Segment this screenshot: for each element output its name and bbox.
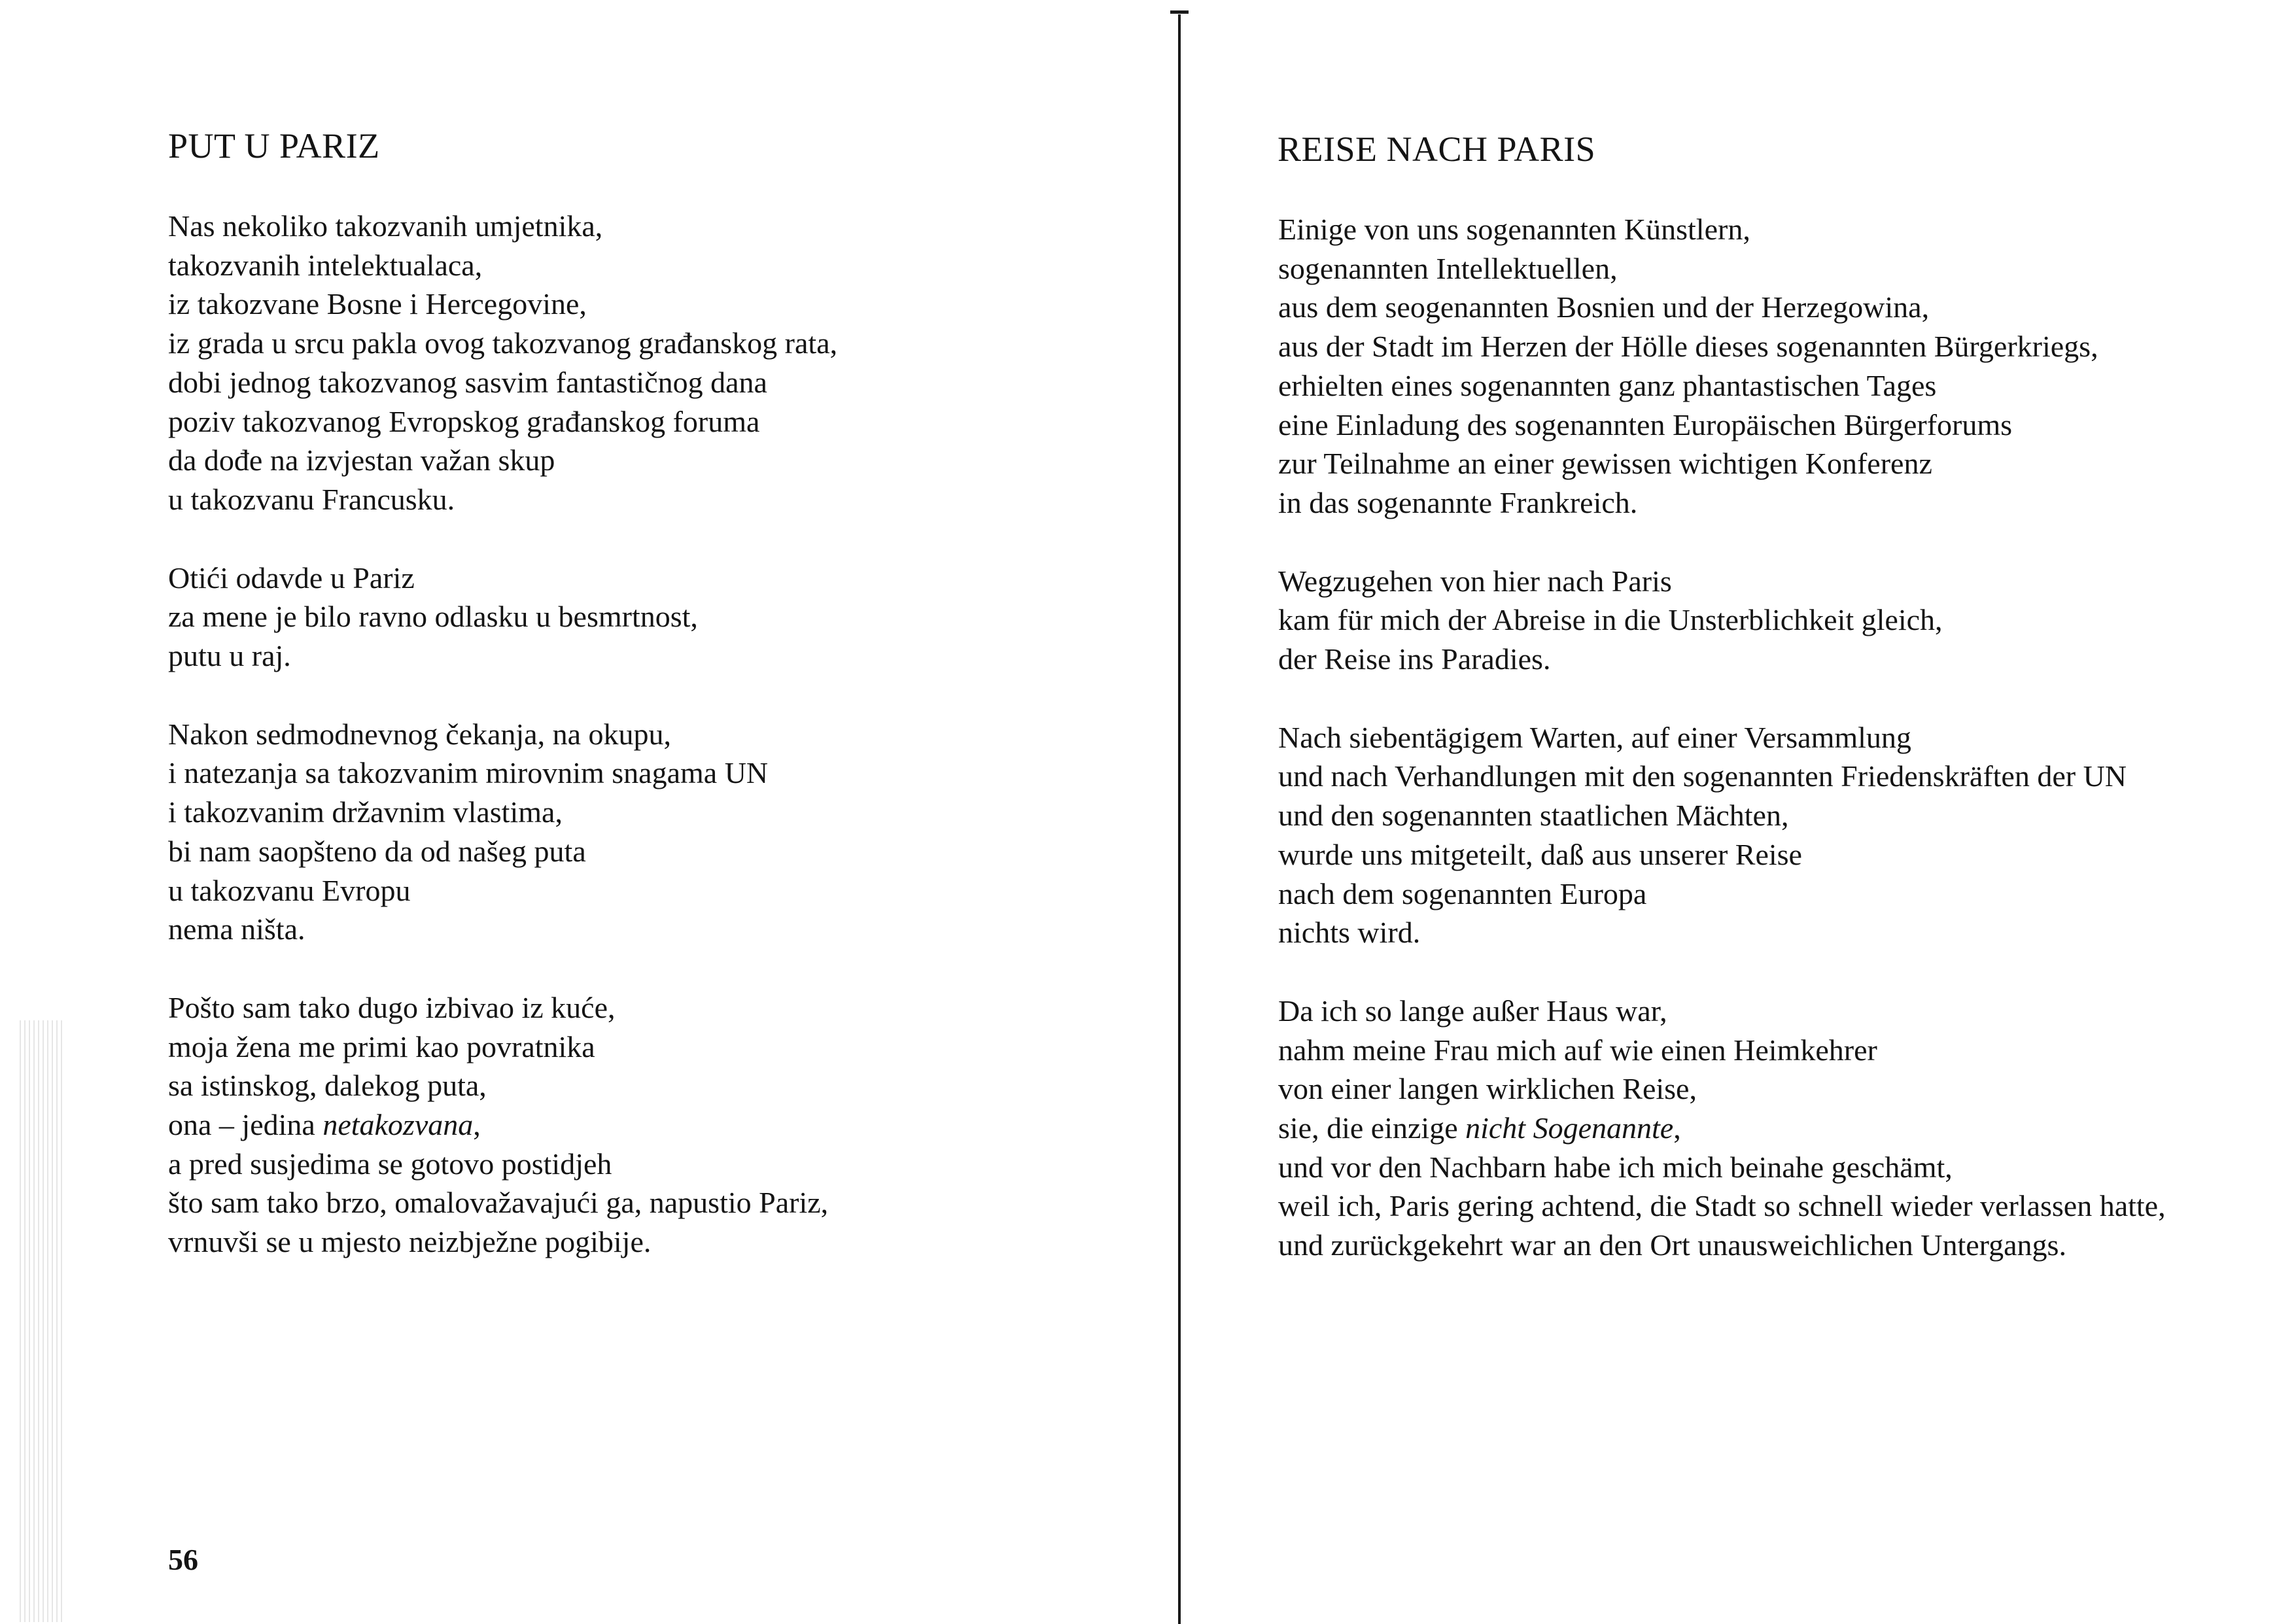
poem-line: und nach Verhandlungen mit den sogenannten Friedenskräften der UN — [1278, 759, 2127, 793]
poem-line: takozvanih intelektualaca, — [168, 248, 483, 282]
poem-line: u takozvanu Evropu — [168, 873, 411, 907]
poem-line-part: , — [473, 1108, 481, 1142]
poem-line: moja žena me primi kao povratnika — [168, 1029, 595, 1063]
stanza — [168, 207, 837, 519]
poem-line: Einige von uns sogenannten Künstlern, — [1278, 213, 1750, 246]
stanza — [168, 988, 837, 1262]
poem-line: Pošto sam tako dugo izbivao iz kuće, — [168, 990, 616, 1024]
poem-line: poziv takozvanog Evropskog građanskog foruma — [168, 404, 760, 438]
poem-emphasis: nicht Sogenannte — [1465, 1111, 1674, 1145]
poem-line: weil ich, Paris gering achtend, die Stadt so schnell wieder verlassen hatte, — [1278, 1189, 2166, 1223]
poem-line: und zurückgekehrt war an den Ort unausweichlichen Untergangs. — [1278, 1228, 2066, 1262]
stanza — [168, 559, 837, 676]
right-poem — [1278, 210, 2166, 1304]
poem-line: vrnuvši se u mjesto neizbježne pogibije. — [168, 1225, 652, 1259]
poem-line: Nakon sedmodnevnog čekanja, na okupu, — [168, 717, 672, 751]
poem-line: aus der Stadt im Herzen der Hölle dieses sogenannten Bürgerkriegs, — [1278, 330, 2098, 364]
poem-line: i natezanja sa takozvanim mirovnim snagama UN — [168, 756, 769, 790]
stanza — [1278, 210, 2166, 523]
poem-line: a pred susjedima se gotovo postidjeh — [168, 1147, 612, 1181]
right-page-title: REISE NACH PARIS — [1278, 130, 1596, 169]
poem-line: što sam tako brzo, omalovažavajući ga, napustio Pariz, — [168, 1186, 829, 1220]
poem-line: sogenannten Intellektuellen, — [1278, 251, 1618, 285]
poem-line: erhielten eines sogenannten ganz phantastischen Tages — [1278, 368, 1937, 402]
poem-line: da dođe na izvjestan važan skup — [168, 443, 555, 477]
poem-line — [168, 1105, 837, 1145]
left-page-title: PUT U PARIZ — [168, 126, 380, 165]
stanza — [1278, 718, 2166, 952]
poem-line: bi nam saopšteno da od našeg puta — [168, 834, 586, 868]
poem-line: nichts wird. — [1278, 916, 1421, 950]
poem-line: Otići odavde u Pariz — [168, 561, 415, 595]
poem-line: Nach siebentägigem Warten, auf einer Versammlung — [1278, 720, 1911, 754]
poem-line-part: , — [1673, 1111, 1681, 1145]
poem-line: nach dem sogenannten Europa — [1278, 876, 1647, 910]
poem-line: in das sogenannte Frankreich. — [1278, 485, 1638, 519]
poem-line: Wegzugehen von hier nach Paris — [1278, 564, 1672, 598]
poem-line: und den sogenannten staatlichen Mächten, — [1278, 799, 1789, 833]
poem-line: wurde uns mitgeteilt, daß aus unserer Reise — [1278, 837, 1802, 871]
poem-line: der Reise ins Paradies. — [1278, 642, 1551, 676]
poem-line: kam für mich der Abreise in die Unsterblichkeit gleich, — [1278, 603, 1943, 637]
page-gutter — [1178, 14, 1181, 1624]
poem-line: Nas nekoliko takozvanih umjetnika, — [168, 209, 603, 243]
poem-line: sa istinskog, dalekog puta, — [168, 1069, 487, 1103]
stanza — [1278, 562, 2166, 679]
left-page-number: 56 — [168, 1543, 198, 1576]
stanza — [1278, 992, 2166, 1265]
poem-line: putu u raj. — [168, 639, 291, 673]
poem-line: nema ništa. — [168, 912, 305, 946]
poem-line: iz grada u srcu pakla ovog takozvanog građanskog rata, — [168, 326, 838, 360]
poem-line: zur Teilnahme an einer gewissen wichtigen Konferenz — [1278, 447, 1932, 481]
poem-line: eine Einladung des sogenannten Europäischen Bürgerforums — [1278, 407, 2013, 441]
poem-line: iz takozvane Bosne i Hercegovine, — [168, 287, 587, 321]
poem-line: Da ich so lange außer Haus war, — [1278, 993, 1667, 1028]
stanza — [168, 715, 837, 949]
poem-line: dobi jednog takozvanog sasvim fantastičnog dana — [168, 365, 767, 399]
right-page — [1184, 0, 2296, 1624]
poem-line: und vor den Nachbarn habe ich mich beinahe geschämt, — [1278, 1150, 1953, 1184]
poem-line: von einer langen wirklichen Reise, — [1278, 1072, 1697, 1106]
poem-line-part: ona – jedina — [168, 1108, 323, 1142]
poem-line — [1278, 1109, 2166, 1148]
poem-line: u takozvanu Francusku. — [168, 482, 455, 516]
poem-line: za mene je bilo ravno odlasku u besmrtnost, — [168, 600, 698, 634]
left-poem — [168, 207, 837, 1301]
poem-line: nahm meine Frau mich auf wie einen Heimkehrer — [1278, 1033, 1877, 1067]
poem-emphasis: netakozvana — [322, 1108, 474, 1142]
poem-line: i takozvanim državnim vlastima, — [168, 795, 563, 829]
poem-line: aus dem seogenannten Bosnien und der Herzegowina, — [1278, 290, 1930, 324]
poem-line-part: sie, die einzige — [1278, 1111, 1466, 1145]
